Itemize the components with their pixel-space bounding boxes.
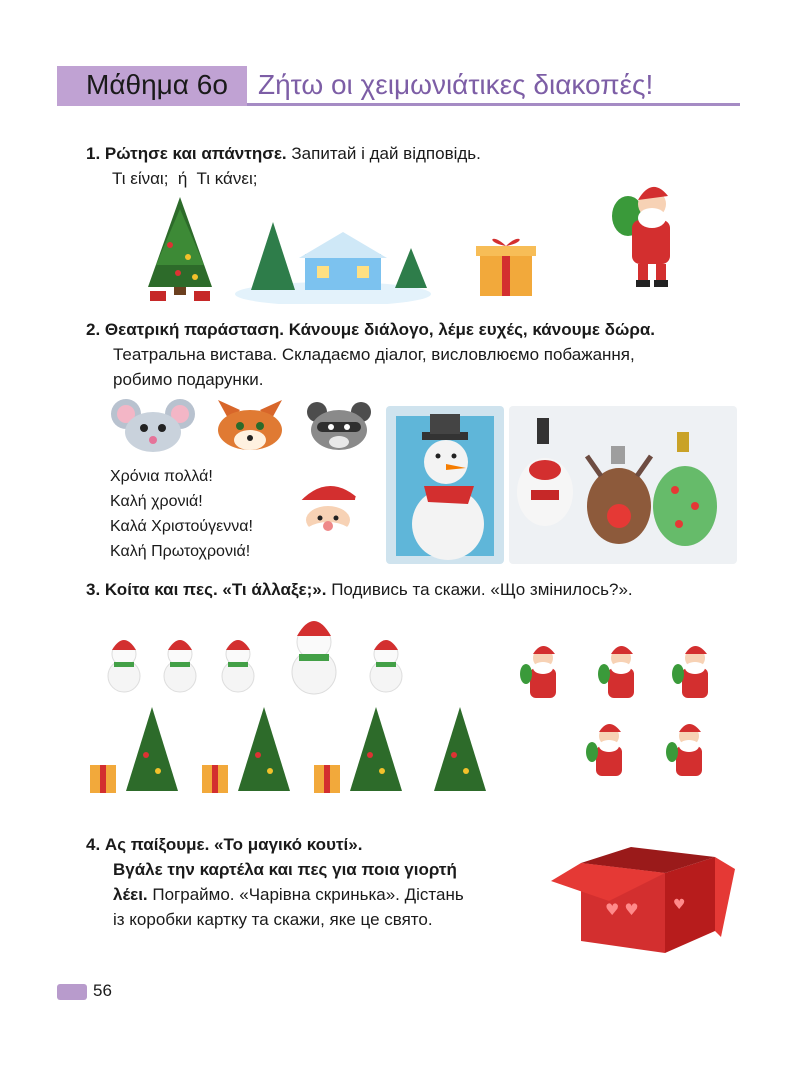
task1-questions bbox=[112, 166, 257, 191]
task4-translation-2: із коробки картку та скажи, яке це свято. bbox=[113, 910, 433, 929]
lesson-number: Μάθημα 6ο bbox=[86, 69, 228, 100]
wish-3: Καλά Χριστούγεννα! bbox=[110, 518, 253, 535]
snowman-craft-image bbox=[386, 406, 504, 564]
wish-1: Χρόνια πολλά! bbox=[110, 468, 213, 485]
task4-title-1: Ας παίξουμε. «Το μαγικό κουτί». bbox=[104, 835, 363, 854]
task4-heading bbox=[86, 832, 362, 857]
task2-number: 2. bbox=[86, 320, 101, 339]
header-underline bbox=[247, 103, 740, 106]
task4-number: 4. bbox=[86, 835, 101, 854]
christmas-tree-image bbox=[140, 195, 220, 303]
fox-mask-image bbox=[210, 396, 290, 454]
snowmen-row-image bbox=[96, 612, 416, 698]
task3-title: Κοίτα και πες. «Τι άλλαξε;». bbox=[104, 580, 327, 599]
lesson-title: Ζήτω οι χειμωνιάτικες διακοπές! bbox=[258, 69, 654, 100]
page-tab bbox=[57, 984, 87, 1000]
gift-box-image bbox=[474, 232, 538, 298]
task4-line-3 bbox=[113, 882, 464, 907]
task2-heading bbox=[86, 317, 655, 342]
task4-title-3: λέει. bbox=[113, 885, 148, 904]
mouse-mask-image bbox=[110, 396, 196, 456]
wish-2: Καλή χρονιά! bbox=[110, 493, 203, 510]
raccoon-mask-image bbox=[305, 398, 373, 454]
task4-title-2: Βγάλε την καρτέλα και πες για ποια γιορτή bbox=[113, 860, 457, 879]
task2-translation-1: Театральна вистава. Складаємо діалог, висловлюємо побажання, bbox=[113, 345, 635, 364]
or-word: ή bbox=[177, 169, 188, 188]
svg-text:♥ ♥: ♥ ♥ bbox=[605, 900, 639, 919]
question-what-is: Τι είναι; bbox=[112, 169, 169, 188]
snowy-house-image bbox=[233, 218, 431, 304]
page-number: 56 bbox=[93, 981, 112, 1000]
task3-number: 3. bbox=[86, 580, 101, 599]
task1-number: 1. bbox=[86, 144, 101, 163]
task4-translation-1: Пограймо. «Чарівна скринька». Дістань bbox=[152, 885, 464, 904]
task2-translation-2: робимо подарунки. bbox=[113, 370, 264, 389]
santas-group-image bbox=[516, 638, 722, 792]
santa-image bbox=[610, 176, 690, 290]
lightbulb-ornaments-image bbox=[509, 406, 737, 564]
task2-title: Θεατρική παράσταση. Κάνουμε διάλογο, λέμε ευχές, κάνουμε δώρα. bbox=[104, 320, 656, 339]
question-what-does: Τι κάνει; bbox=[196, 169, 258, 188]
task1-title: Ρώτησε και απάντησε. bbox=[104, 144, 287, 163]
task3-translation: Подивись та скажи. «Що змінилось?». bbox=[331, 580, 633, 599]
magic-box-image bbox=[545, 835, 741, 959]
santa-mask-image bbox=[282, 476, 372, 562]
task1-translation: Запитай і дай відповідь. bbox=[291, 144, 481, 163]
task1-heading bbox=[86, 141, 481, 166]
task3-heading bbox=[86, 577, 633, 602]
wish-4: Καλή Πρωτοχρονιά! bbox=[110, 543, 251, 560]
trees-and-gifts-row-image bbox=[86, 705, 496, 800]
svg-text:♥: ♥ bbox=[673, 897, 686, 913]
